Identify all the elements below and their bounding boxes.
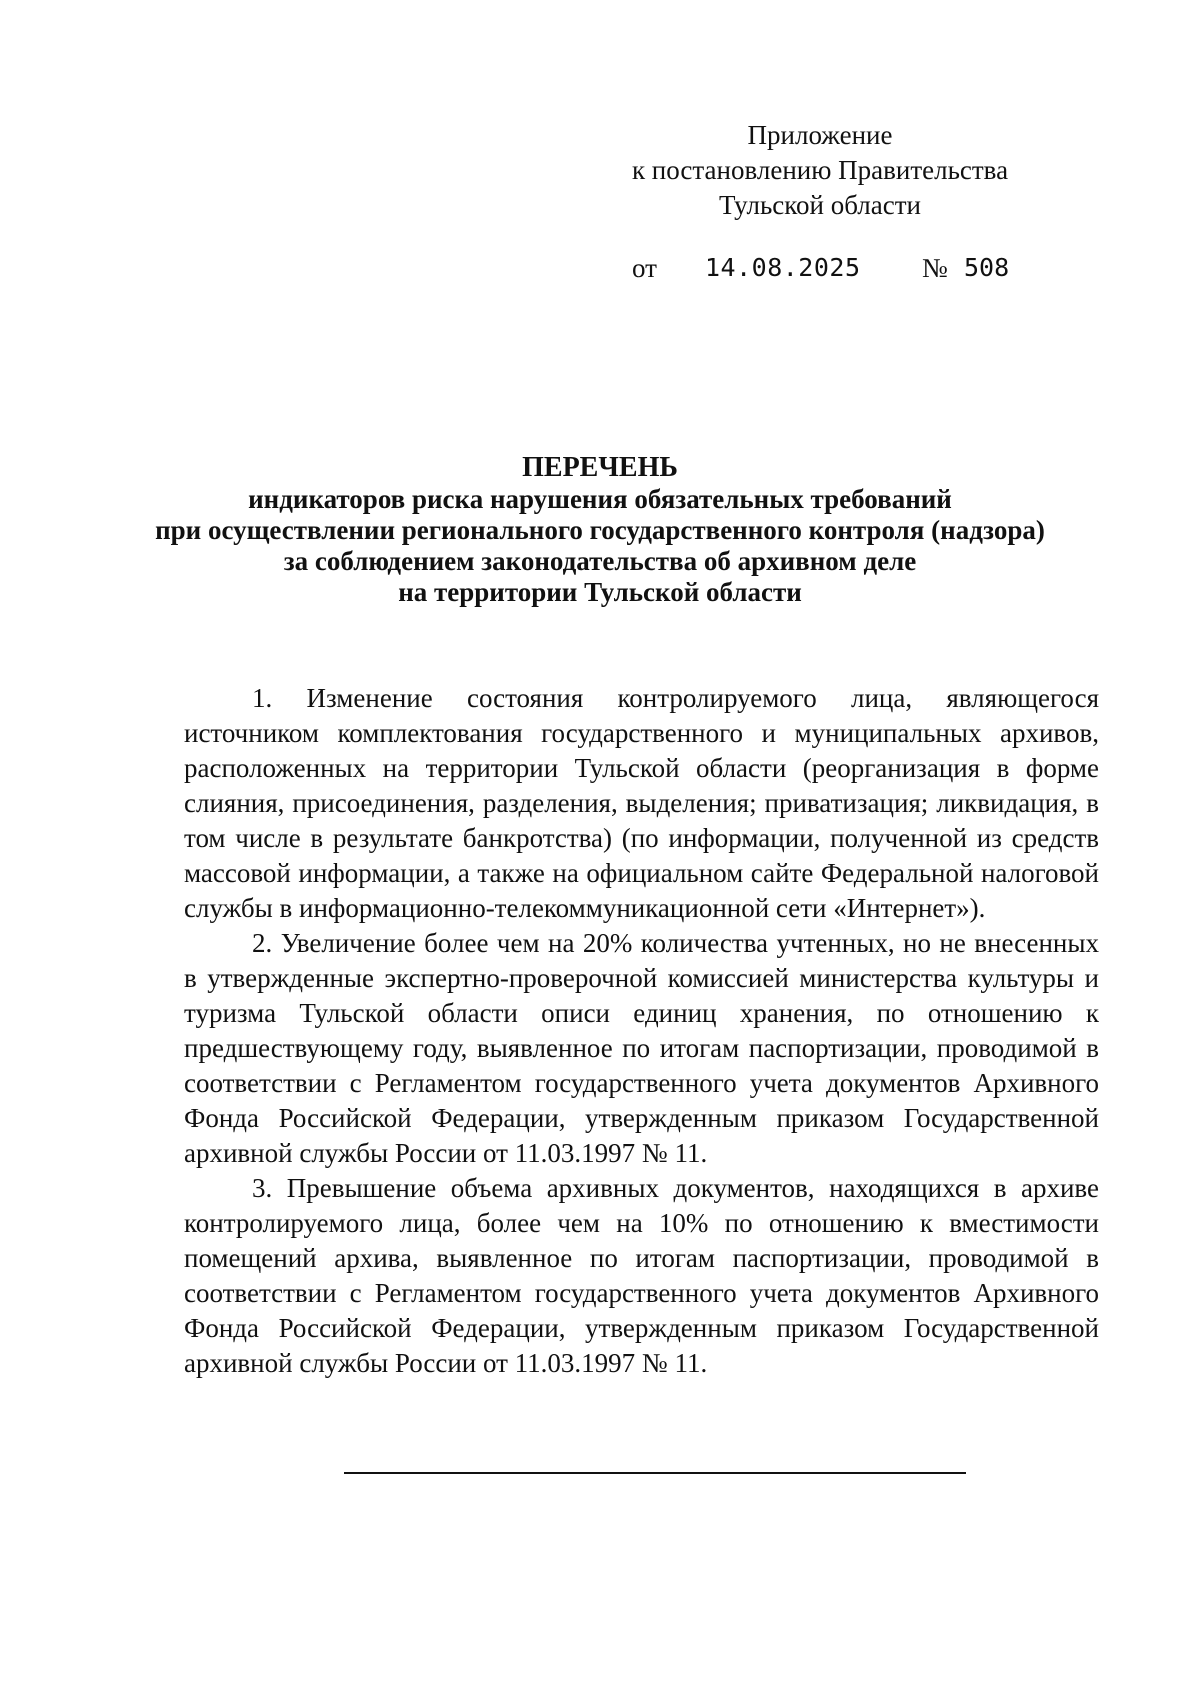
resolution-date: 14.08.2025 [705, 253, 861, 282]
indicator-item-1: 1. Изменение состояния контролируемого лица, являющегося источником комплектования государственного и муниципальных архивов, расположенных на территории Тульской области (реорганизация в форме слияния, присоединения, разделения, выделения; приватизация; ликвидация, в том числе в результате банкротства) (по информации, полученной из средств массовой информации, а также на официальном сайте Федеральной налоговой службы в информационно-телекоммуникационной сети «Интернет»). [184, 683, 1099, 923]
title-line-1: индикаторов риска нарушения обязательных требований [248, 484, 952, 514]
annex-line-2: к постановлению Правительства [631, 155, 1009, 185]
title-line-2: при осуществлении регионального государственного контроля (надзора) [155, 515, 1045, 545]
annex-line-1: Приложение [747, 120, 893, 150]
from-label: от [632, 253, 657, 283]
title-heading: ПЕРЕЧЕНЬ [522, 452, 678, 483]
resolution-number: 508 [964, 253, 1010, 282]
indicator-item-3: 3. Превышение объема архивных документов, находящихся в архиве контролируемого лица, более чем на 10% по отношению к вместимости помещений архива, выявленное по итогам паспортизации, проводимой в соответствии с Регламентом государственного учета документов Архивного Фонда Российской Федерации, утвержденным приказом Государственной архивной службы России от 11.03.1997 № 11. [184, 1173, 1099, 1378]
title-line-4: на территории Тульской области [398, 577, 802, 607]
indicator-item-2: 2. Увеличение более чем на 20% количества учтенных, но не внесенных в утвержденные экспертно-проверочной комиссией министерства культуры и туризма Тульской области описи единиц хранения, по отношению к предшествующему году, выявленное по итогам паспортизации, проводимой в соответствии с Регламентом государственного учета документов Архивного Фонда Российской Федерации, утвержденным приказом Государственной архивной службы России от 11.03.1997 № 11. [184, 928, 1099, 1168]
title-line-3: за соблюдением законодательства об архивном деле [283, 546, 917, 576]
annex-header [600, 118, 1040, 223]
closing-divider [344, 1472, 966, 1474]
annex-line-3: Тульской области [719, 190, 921, 220]
number-sign: № [922, 253, 948, 283]
indicator-list [184, 681, 1099, 1381]
document-title [150, 452, 1050, 608]
